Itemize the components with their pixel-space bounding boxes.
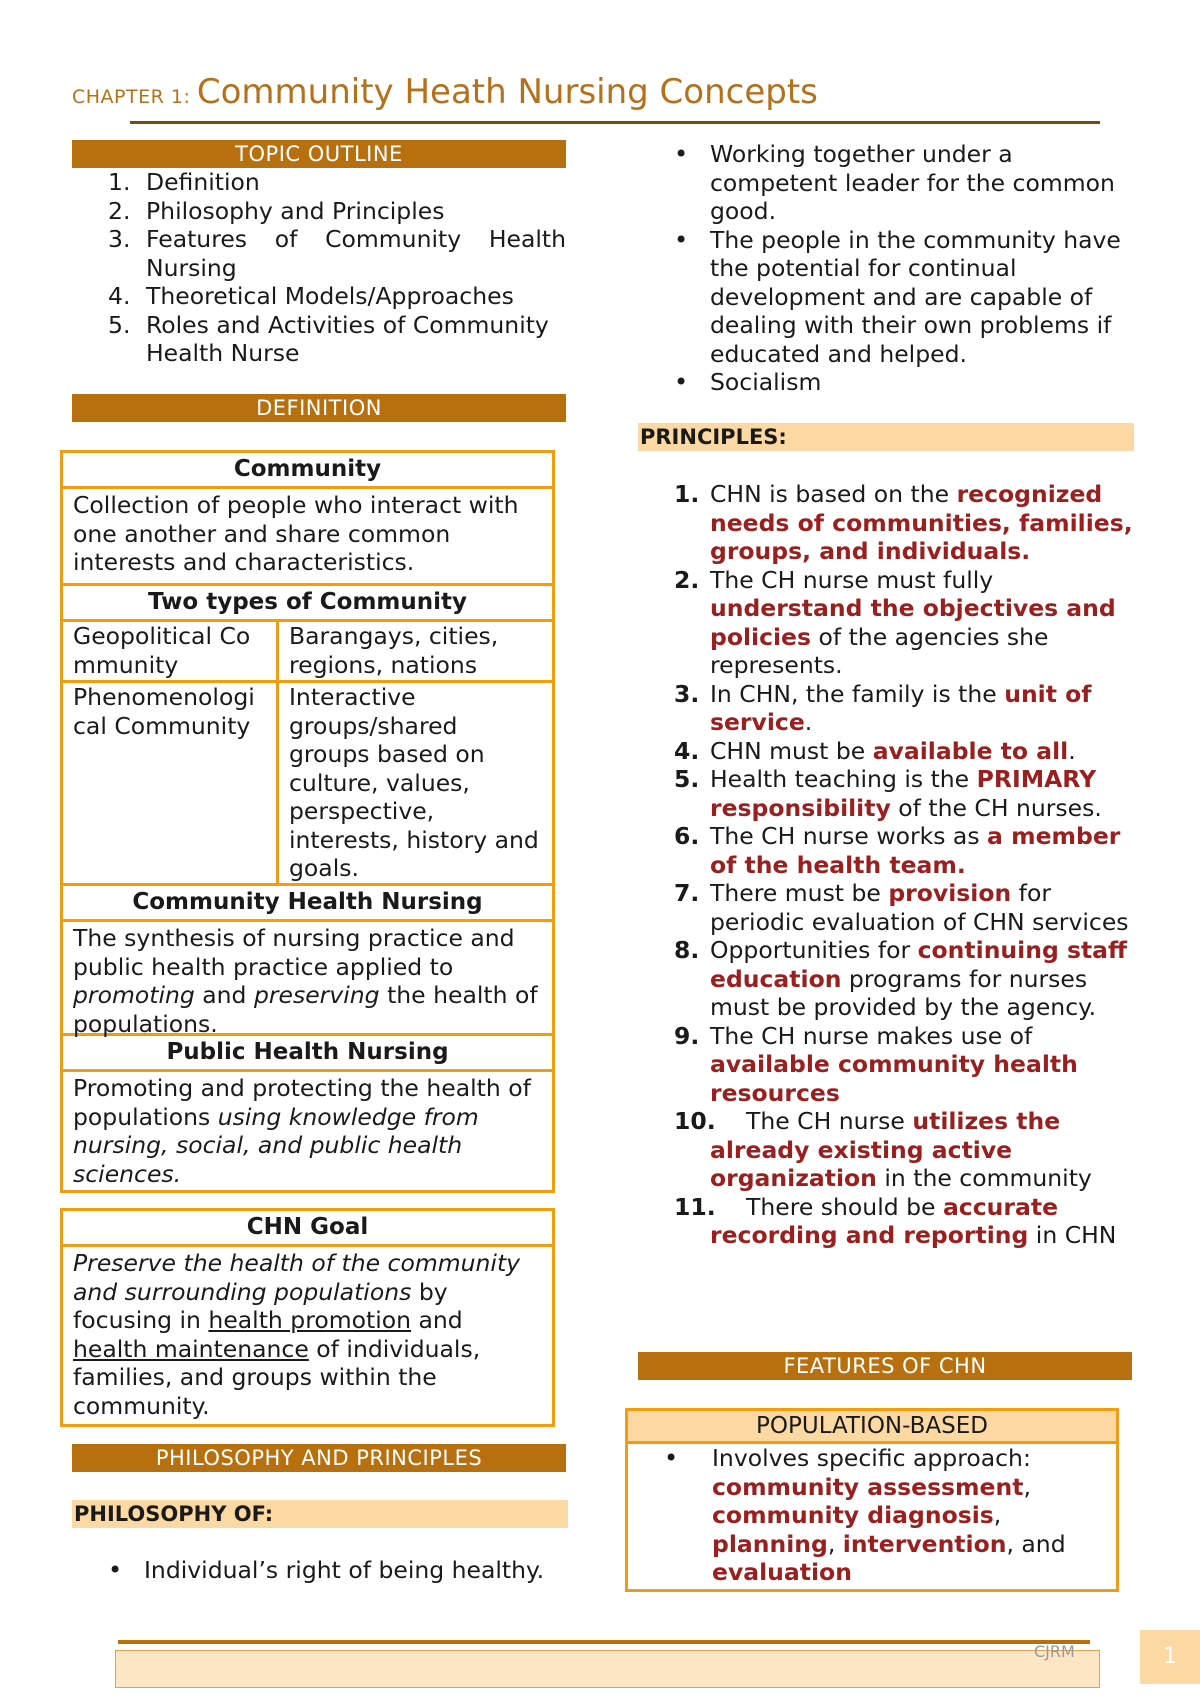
page-title bbox=[72, 72, 818, 112]
list-item: 2. Philosophy and Principles bbox=[108, 196, 445, 225]
phn-title: Public Health Nursing bbox=[63, 1036, 552, 1072]
table-row bbox=[63, 683, 552, 886]
footer-divider bbox=[118, 1640, 1090, 1644]
list-item: 2. The CH nurse must fully understand the objectives and policies of the agencies she represents. bbox=[674, 565, 1116, 679]
chapter-title: Community Heath Nursing Concepts bbox=[196, 72, 818, 112]
definition-table bbox=[60, 450, 555, 1193]
list-item: 11. There should be accurate recording and reporting in CHN bbox=[674, 1192, 1117, 1249]
philosophy-list-left bbox=[72, 1556, 566, 1585]
list-item: 7. There must be provision for periodic evaluation of CHN services bbox=[674, 879, 1129, 936]
list-item: 8. Opportunities for continuing staff education programs for nurses must be provided by the agency. bbox=[674, 936, 1128, 1021]
topic-outline-heading: TOPIC OUTLINE bbox=[72, 140, 566, 168]
table-row bbox=[63, 622, 552, 683]
principles-list bbox=[638, 480, 1136, 1250]
type-desc: Barangays, cities, regions, nations bbox=[289, 622, 499, 679]
type-desc: Interactive groups/shared groups based on culture, values, perspective, interests, history and goals. bbox=[289, 683, 539, 882]
list-item: 1. CHN is based on the recognized needs of communities, families, groups, and individuals. bbox=[674, 480, 1133, 565]
footer-initials: CJRM bbox=[1034, 1642, 1075, 1661]
list-item: 3. In CHN, the family is the unit of service. bbox=[674, 679, 1092, 736]
philosophy-list-right bbox=[638, 140, 1136, 397]
list-item: • Working together under a competent leader for the common good. bbox=[638, 140, 1136, 226]
list-item: 1. Definition bbox=[108, 168, 260, 196]
features-box bbox=[625, 1408, 1119, 1592]
title-divider bbox=[130, 121, 1100, 124]
phn-text: Promoting and protecting the health of populations using knowledge from nursing, social, and public health sciences. bbox=[73, 1074, 531, 1188]
list-item: 6. The CH nurse works as a member of the health team. bbox=[674, 822, 1121, 879]
list-item: • The people in the community have the potential for continual development and are capable of dealing with their own problems if educated and helped. bbox=[638, 226, 1136, 369]
footer-band bbox=[115, 1650, 1100, 1688]
features-list bbox=[628, 1444, 1116, 1589]
goal-title: CHN Goal bbox=[63, 1211, 552, 1247]
chn-goal-box bbox=[60, 1208, 555, 1427]
features-heading: FEATURES OF CHN bbox=[638, 1352, 1132, 1380]
philosophy-subheading: PHILOSOPHY OF: bbox=[72, 1500, 568, 1528]
goal-text: Preserve the health of the community and surrounding populations by focusing in health promotion and health maintenance of individuals, families, and groups within the community. bbox=[73, 1249, 521, 1420]
list-item: 9. The CH nurse makes use of available community health resources bbox=[674, 1021, 1078, 1107]
definition-heading: DEFINITION bbox=[72, 394, 566, 422]
types-title: Two types of Community bbox=[63, 586, 552, 622]
chn-text: The synthesis of nursing practice and public health practice applied to promoting and preserving the health of populations. bbox=[63, 922, 552, 1036]
list-item: • Involves specific approach: community assessment, community diagnosis, planning, intervention, and evaluation bbox=[628, 1444, 1110, 1587]
list-item: 4. Theoretical Models/Approaches bbox=[108, 282, 514, 310]
community-text: Collection of people who interact with one another and share common interests and characteristics. bbox=[63, 489, 552, 586]
principles-heading: PRINCIPLES: bbox=[638, 423, 1134, 451]
list-item: • Socialism bbox=[638, 368, 1136, 397]
list-item: 10. The CH nurse utilizes the already existing active organization in the community bbox=[674, 1107, 1092, 1192]
philosophy-heading: PHILOSOPHY AND PRINCIPLES bbox=[72, 1444, 566, 1472]
list-item: 3. Features of Community Health Nursing bbox=[108, 225, 566, 282]
list-item: 5. Health teaching is the PRIMARY responsibility of the CH nurses. bbox=[674, 765, 1102, 822]
type-name: Geopolitical Community bbox=[63, 622, 279, 680]
community-title: Community bbox=[63, 453, 552, 489]
list-item: 5. Roles and Activities of Community Health Nurse bbox=[108, 310, 549, 367]
page-number: 1 bbox=[1140, 1630, 1200, 1684]
list-item: 4. CHN must be available to all. bbox=[674, 736, 1076, 765]
type-name: Phenomenological Community bbox=[63, 683, 279, 883]
chn-title: Community Health Nursing bbox=[63, 886, 552, 922]
topic-outline-list bbox=[72, 168, 566, 368]
list-item: • Individual’s right of being healthy. bbox=[72, 1556, 566, 1585]
population-based-title: POPULATION-BASED bbox=[628, 1411, 1116, 1444]
chapter-label: CHAPTER 1: bbox=[72, 86, 197, 108]
